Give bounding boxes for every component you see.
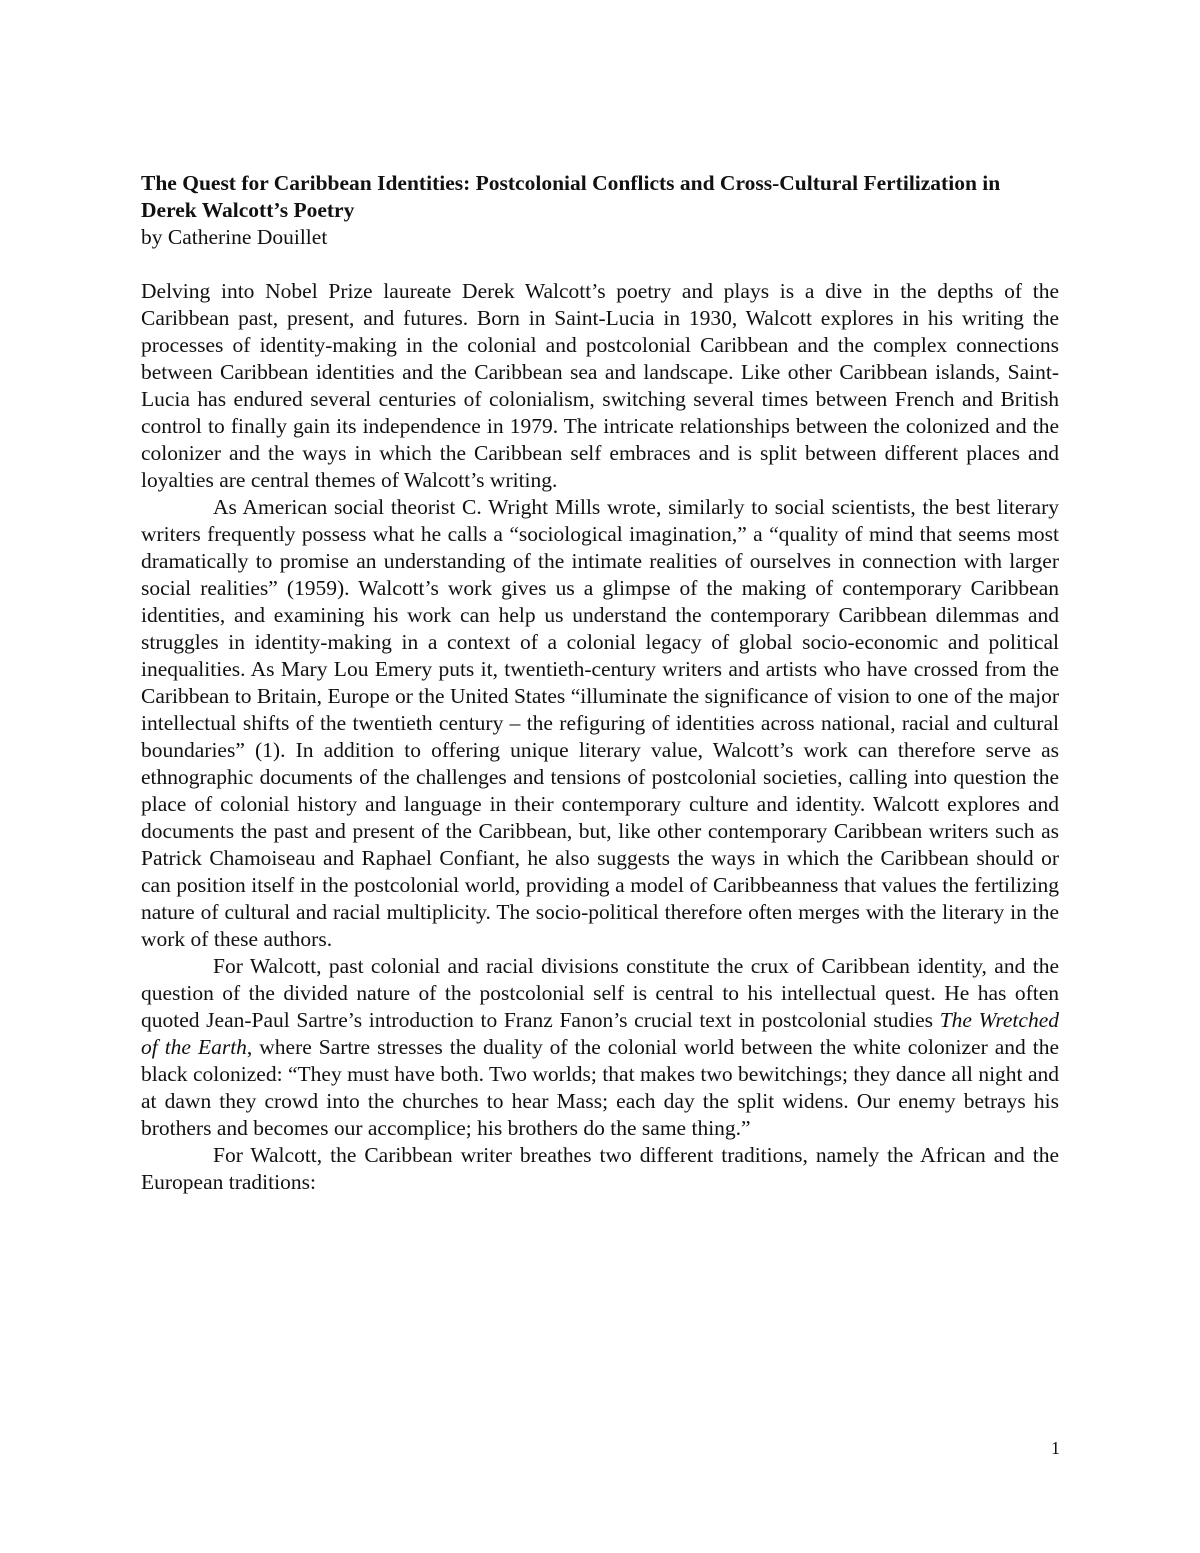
document-body xyxy=(141,170,1059,1196)
document-title: The Quest for Caribbean Identities: Postcolonial Conflicts and Cross-Cultural Fertilization in Derek Walcott’s Poetry xyxy=(141,171,1001,222)
paragraph-3 xyxy=(141,953,1059,1142)
author-byline: by Catherine Douillet xyxy=(141,225,328,249)
paragraph-2: As American social theorist C. Wright Mills wrote, similarly to social scientists, the best literary writers frequently possess what he calls a “sociological imagination,” a “quality of mind that seems most dramatically to promise an understanding of the intimate realities of ourselves in connection with larger social realities” (1959). Walcott’s work gives us a glimpse of the making of contemporary Caribbean identities, and examining his work can help us understand the contemporary Caribbean dilemmas and struggles in identity-making in a context of a colonial legacy of global socio-economic and political inequalities. As Mary Lou Emery puts it, twentieth-century writers and artists who have crossed from the Caribbean to Britain, Europe or the United States “illuminate the significance of vision to one of the major intellectual shifts of the twentieth century – the refiguring of identities across national, racial and cultural boundaries” (1). In addition to offering unique literary value, Walcott’s work can therefore serve as ethnographic documents of the challenges and tensions of postcolonial societies, calling into question the place of colonial history and language in their contemporary culture and identity. Walcott explores and documents the past and present of the Caribbean, but, like other contemporary Caribbean writers such as Patrick Chamoiseau and Raphael Confiant, he also suggests the ways in which the Caribbean should or can position itself in the postcolonial world, providing a model of Caribbeanness that values the fertilizing nature of cultural and racial multiplicity. The socio-political therefore often merges with the literary in the work of these authors. xyxy=(141,495,1059,951)
paragraph-3-text-after: , where Sartre stresses the duality of the colonial world between the white colonizer and the black colonized: “They must have both. Two worlds; that makes two bewitchings; they dance all night and at dawn they crowd into the churches to hear Mass; each day the split widens. Our enemy betrays his brothers and becomes our accomplice; his brothers do the same thing.” xyxy=(141,1035,1059,1140)
page-number: 1 xyxy=(1051,1438,1060,1458)
book-title-italic: The Wretched of the Earth xyxy=(141,1008,1059,1059)
paragraph-1: Delving into Nobel Prize laureate Derek Walcott’s poetry and plays is a dive in the depths of the Caribbean past, present, and futures. Born in Saint-Lucia in 1930, Walcott explores in his writing the processes of identity-making in the colonial and postcolonial Caribbean and the complex connections between Caribbean identities and the Caribbean sea and landscape. Like other Caribbean islands, Saint-Lucia has endured several centuries of colonialism, switching several times between French and British control to finally gain its independence in 1979. The intricate relationships between the colonized and the colonizer and the ways in which the Caribbean self embraces and is split between different places and loyalties are central themes of Walcott’s writing. xyxy=(141,279,1059,492)
paragraph-3-text-before: For Walcott, past colonial and racial divisions constitute the crux of Caribbean identity, and the question of the divided nature of the postcolonial self is central to his intellectual quest. He has often quoted Jean-Paul Sartre’s introduction to Franz Fanon’s crucial text in postcolonial studies xyxy=(141,954,1059,1032)
paragraph-4: For Walcott, the Caribbean writer breathes two different traditions, namely the African and the European traditions: xyxy=(141,1143,1059,1194)
